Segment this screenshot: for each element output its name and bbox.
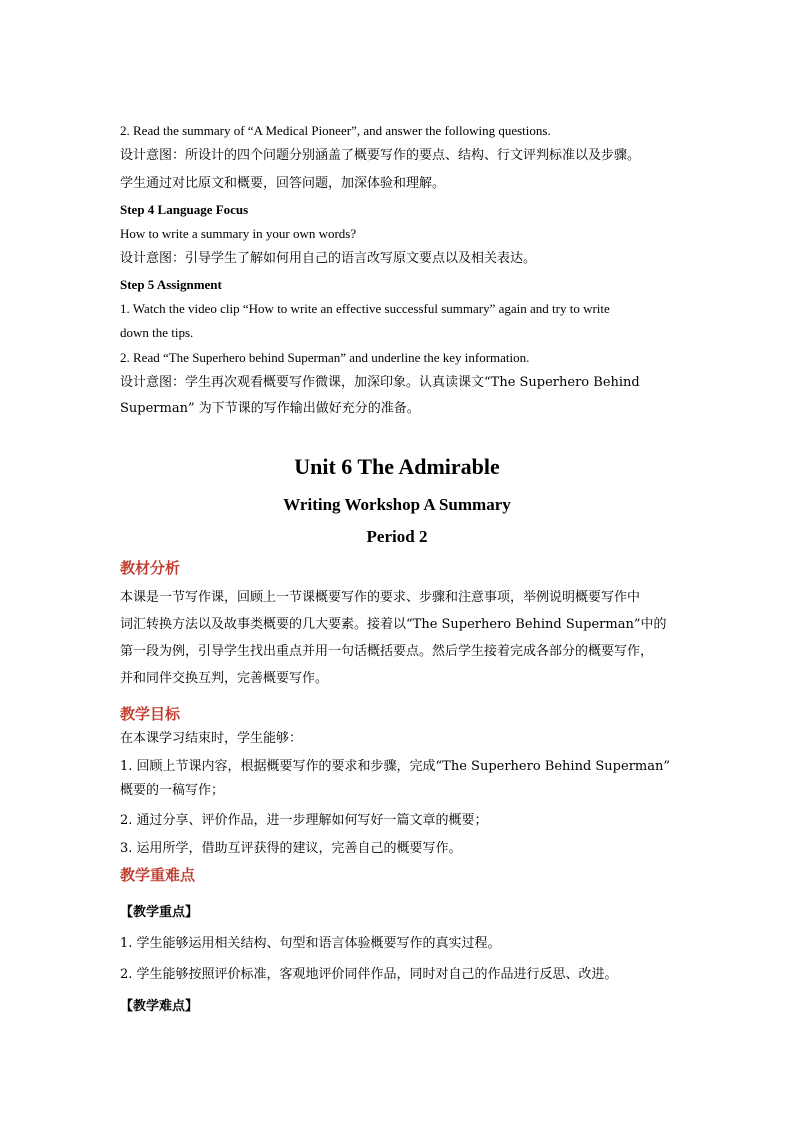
- analysis-line-3: 第一段为例，引导学生找出重点并用一句话概括要点。然后学生接着完成各部分的概要写作，: [120, 644, 654, 659]
- section-heading-analysis: 教材分析: [120, 559, 181, 577]
- design-intent-2: 设计意图：引导学生了解如何用自己的语言改写原文要点以及相关表达。: [120, 251, 537, 266]
- analysis-line-2: 词汇转换方法以及故事类概要的几大要素。接着以“The Superhero Behind Superman”中的: [120, 617, 667, 632]
- goal-1-line-1: 1. 回顾上节课内容，根据概要写作的要求和步骤，完成“The Superhero Behind Superman”: [120, 759, 671, 774]
- goals-intro: 在本课学习结束时，学生能够：: [120, 731, 303, 746]
- focus-label: 【教学重点】: [120, 905, 199, 920]
- goal-3: 3. 运用所学，借助互评获得的建议，完善自己的概要写作。: [120, 841, 462, 856]
- focus-point-1: 1. 学生能够运用相关结构、句型和语言体验概要写作的真实过程。: [120, 936, 501, 951]
- workshop-title: Writing Workshop A Summary: [283, 495, 511, 514]
- step-5-heading: Step 5 Assignment: [120, 277, 222, 292]
- design-intent-1-line-2: 学生通过对比原文和概要，回答问题，加深体验和理解。: [120, 176, 446, 191]
- period-title: Period 2: [366, 527, 428, 546]
- question-2: 2. Read the summary of “A Medical Pioneer”, and answer the following questions.: [120, 123, 551, 138]
- section-heading-goals: 教学目标: [120, 705, 181, 723]
- design-intent-3-line-1: 设计意图：学生再次观看概要写作微课，加深印象。认真读课文“The Superhero Behind: [120, 375, 640, 390]
- section-heading-keypoints: 教学重难点: [120, 866, 196, 884]
- assignment-2: 2. Read “The Superhero behind Superman” and underline the key information.: [120, 350, 530, 365]
- design-intent-1-line-1: 设计意图：所设计的四个问题分别涵盖了概要写作的要点、结构、行文评判标准以及步骤。: [120, 148, 641, 163]
- assignment-1-line-1: 1. Watch the video clip “How to write an effective successful summary” again and try to write: [120, 301, 610, 316]
- difficulty-label: 【教学难点】: [120, 999, 199, 1014]
- step-4-heading: Step 4 Language Focus: [120, 202, 249, 217]
- goal-1-line-2: 概要的一稿写作；: [120, 783, 225, 798]
- analysis-line-4: 并和同伴交换互判，完善概要写作。: [120, 671, 329, 686]
- goal-2: 2. 通过分享、评价作品，进一步理解如何写好一篇文章的概要；: [120, 813, 488, 828]
- step-4-question: How to write a summary in your own words?: [120, 226, 357, 241]
- unit-title: Unit 6 The Admirable: [294, 454, 500, 479]
- focus-point-2: 2. 学生能够按照评价标准，客观地评价同伴作品，同时对自己的作品进行反思、改进。: [120, 967, 618, 982]
- design-intent-3-line-2: Superman” 为下节课的写作输出做好充分的准备。: [120, 401, 420, 416]
- assignment-1-line-2: down the tips.: [120, 325, 194, 340]
- analysis-line-1: 本课是一节写作课，回顾上一节课概要写作的要求、步骤和注意事项，举例说明概要写作中: [120, 590, 641, 605]
